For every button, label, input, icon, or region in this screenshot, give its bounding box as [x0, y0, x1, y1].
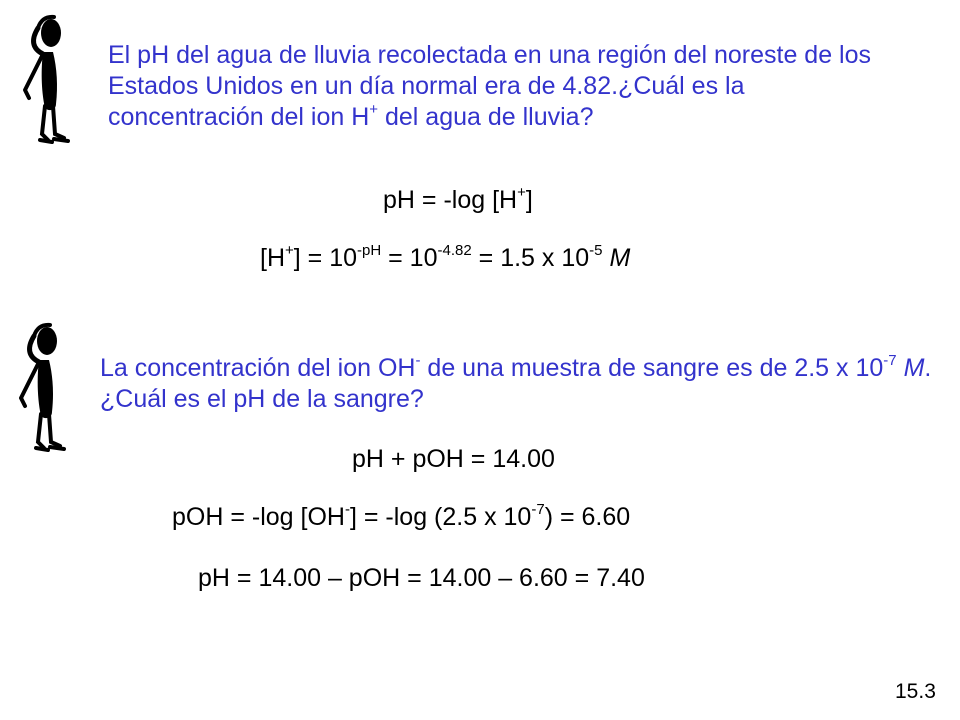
- problem-2-poh-calculation: pOH = -log [OH-] = -log (2.5 x $10^{-7}) = 6.60$: [172, 500, 631, 531]
- thinking-stick-figure-icon: [10, 316, 72, 466]
- thinking-stick-figure-icon: [14, 8, 76, 158]
- problem-1-formula: pH = -log [H+]: [383, 183, 533, 214]
- page-number: 15.3: [895, 680, 936, 703]
- problem-1-calculation: $[H^+] = 10^{-pH} = 10^{-4.82} = 1.5$ x $10^{-5}$ M: [260, 241, 631, 272]
- problem-2-question: La concentración del ion OH- de una muestra de sangre es de 2.5 x $10^{-7}$ M. ¿Cuál es el pH de la sangre?: [100, 351, 932, 413]
- problem-2-ph-calculation: pH = 14.00 – pOH = 14.00 – 6.60 = 7.40: [198, 564, 645, 592]
- problem-2-relation: pH + pOH = 14.00: [352, 445, 555, 473]
- problem-1-question: El pH del agua de lluvia recolectada en una región del noreste de los Estados Unidos en un día normal era de 4.82.¿Cuál es la concentración del ion H+ del agua de lluvia?: [108, 41, 872, 131]
